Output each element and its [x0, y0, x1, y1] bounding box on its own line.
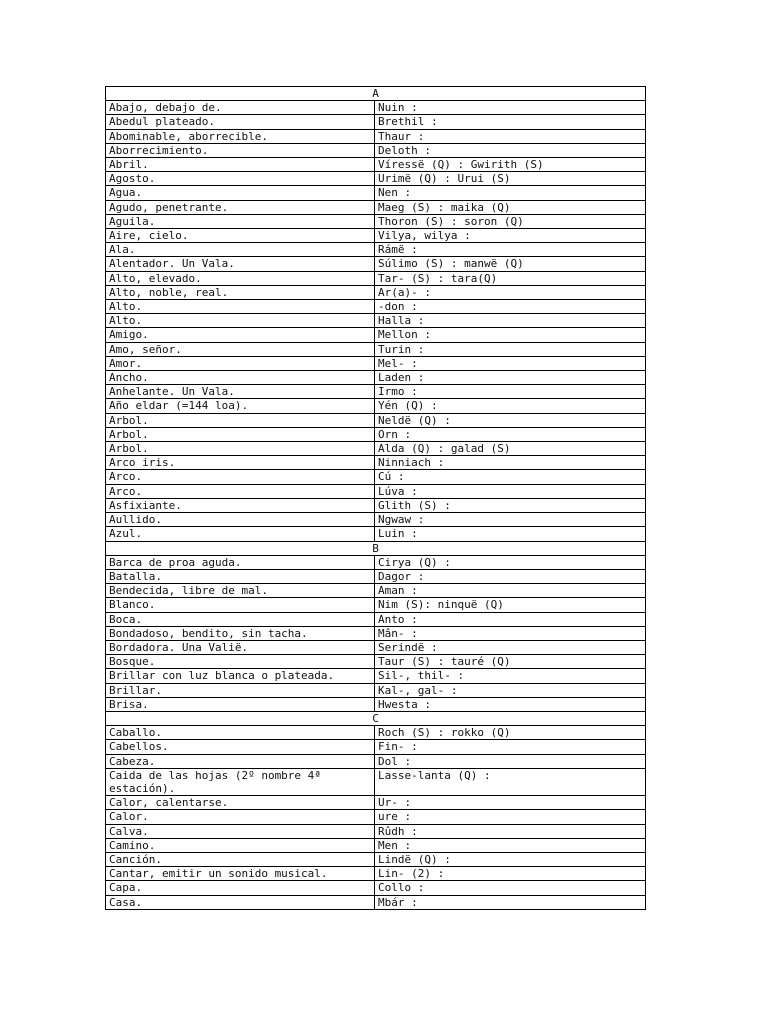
spanish-term: Aguila.	[106, 214, 375, 228]
elvish-term: Mel- :	[375, 356, 646, 370]
table-row	[106, 852, 646, 866]
elvish-term: Turin :	[375, 342, 646, 356]
table-row	[106, 768, 646, 795]
table-row	[106, 527, 646, 541]
table-row	[106, 101, 646, 115]
elvish-term: Aman :	[375, 584, 646, 598]
spanish-term: Boca.	[106, 612, 375, 626]
spanish-term: Casa.	[106, 895, 375, 909]
elvish-term: Thaur :	[375, 129, 646, 143]
elvish-term: Glith (S) :	[375, 498, 646, 512]
spanish-term: Amor.	[106, 356, 375, 370]
elvish-term: Ngwaw :	[375, 513, 646, 527]
elvish-term: Tar- (S) : tara(Q)	[375, 271, 646, 285]
elvish-term: Thoron (S) : soron (Q)	[375, 214, 646, 228]
spanish-term: Canción.	[106, 852, 375, 866]
elvish-term: Yén (Q) :	[375, 399, 646, 413]
table-row	[106, 413, 646, 427]
table-row	[106, 569, 646, 583]
elvish-term: Nim (S): ninquë (Q)	[375, 598, 646, 612]
elvish-term: Dol :	[375, 754, 646, 768]
spanish-term: Arbol.	[106, 413, 375, 427]
section-header-row	[106, 541, 646, 555]
spanish-term: Amo, señor.	[106, 342, 375, 356]
spanish-term: Ancho.	[106, 371, 375, 385]
elvish-term: Taur (S) : tauré (Q)	[375, 655, 646, 669]
elvish-term: Mellon :	[375, 328, 646, 342]
section-letter: B	[106, 541, 646, 555]
table-row	[106, 371, 646, 385]
elvish-term: Rûdh :	[375, 824, 646, 838]
spanish-term: Camino.	[106, 838, 375, 852]
spanish-term: Arbol.	[106, 442, 375, 456]
elvish-term: Men :	[375, 838, 646, 852]
table-row	[106, 257, 646, 271]
table-row	[106, 498, 646, 512]
spanish-term: Alto, elevado.	[106, 271, 375, 285]
table-row	[106, 385, 646, 399]
spanish-term: Calor, calentarse.	[106, 796, 375, 810]
table-row	[106, 598, 646, 612]
table-row	[106, 612, 646, 626]
elvish-term: Urimë (Q) : Urui (S)	[375, 172, 646, 186]
table-row	[106, 442, 646, 456]
spanish-term: Ala.	[106, 243, 375, 257]
spanish-term: Caballo.	[106, 726, 375, 740]
elvish-term: -don :	[375, 300, 646, 314]
spanish-term: Abril.	[106, 158, 375, 172]
elvish-term: Roch (S) : rokko (Q)	[375, 726, 646, 740]
table-row	[106, 243, 646, 257]
glossary-table	[105, 86, 646, 910]
table-row	[106, 143, 646, 157]
section-header-row	[106, 87, 646, 101]
elvish-term: Víressë (Q) : Gwirith (S)	[375, 158, 646, 172]
table-row	[106, 484, 646, 498]
spanish-term: Aire, cielo.	[106, 229, 375, 243]
table-row	[106, 697, 646, 711]
spanish-term: Capa.	[106, 881, 375, 895]
spanish-term: Cabellos.	[106, 740, 375, 754]
table-row	[106, 229, 646, 243]
spanish-term: Bosque.	[106, 655, 375, 669]
elvish-term: Lindë (Q) :	[375, 852, 646, 866]
table-row	[106, 838, 646, 852]
elvish-term: Sil-, thil- :	[375, 669, 646, 683]
elvish-term: Nen :	[375, 186, 646, 200]
table-row	[106, 726, 646, 740]
elvish-term: Serindë :	[375, 640, 646, 654]
elvish-term: Laden :	[375, 371, 646, 385]
spanish-term: Alentador. Un Vala.	[106, 257, 375, 271]
elvish-term: Alda (Q) : galad (S)	[375, 442, 646, 456]
table-row	[106, 328, 646, 342]
elvish-term: Ninniach :	[375, 456, 646, 470]
elvish-term: Súlimo (S) : manwë (Q)	[375, 257, 646, 271]
elvish-term: Ur- :	[375, 796, 646, 810]
elvish-term: Kal-, gal- :	[375, 683, 646, 697]
spanish-term: Brillar.	[106, 683, 375, 697]
spanish-term: Barca de proa aguda.	[106, 555, 375, 569]
table-row	[106, 584, 646, 598]
elvish-term: Ar(a)- :	[375, 285, 646, 299]
table-row	[106, 186, 646, 200]
elvish-term: Halla :	[375, 314, 646, 328]
spanish-term: Aborrecimiento.	[106, 143, 375, 157]
spanish-term: Abajo, debajo de.	[106, 101, 375, 115]
table-row	[106, 172, 646, 186]
spanish-term: Azul.	[106, 527, 375, 541]
table-row	[106, 285, 646, 299]
spanish-term: Arbol.	[106, 427, 375, 441]
elvish-term: Luin :	[375, 527, 646, 541]
spanish-term: Calor.	[106, 810, 375, 824]
elvish-term: Brethil :	[375, 115, 646, 129]
elvish-term: Cú :	[375, 470, 646, 484]
table-row	[106, 342, 646, 356]
spanish-term: Alto.	[106, 300, 375, 314]
elvish-term: Rámë :	[375, 243, 646, 257]
elvish-term: Cirya (Q) :	[375, 555, 646, 569]
elvish-term: Mbár :	[375, 895, 646, 909]
elvish-term: Fin- :	[375, 740, 646, 754]
spanish-term: Brisa.	[106, 697, 375, 711]
elvish-term: Neldë (Q) :	[375, 413, 646, 427]
table-row	[106, 456, 646, 470]
table-row	[106, 683, 646, 697]
spanish-term: Abominable, aborrecible.	[106, 129, 375, 143]
table-row	[106, 655, 646, 669]
table-row	[106, 555, 646, 569]
table-row	[106, 115, 646, 129]
spanish-term: Cantar, emitir un sonido musical.	[106, 867, 375, 881]
table-row	[106, 271, 646, 285]
elvish-term: Hwesta :	[375, 697, 646, 711]
elvish-term: Mân- :	[375, 626, 646, 640]
table-row	[106, 867, 646, 881]
table-row	[106, 300, 646, 314]
spanish-term: Arco.	[106, 470, 375, 484]
spanish-term: Brillar con luz blanca o plateada.	[106, 669, 375, 683]
table-row	[106, 810, 646, 824]
spanish-term: Calva.	[106, 824, 375, 838]
elvish-term: Vilya, wilya :	[375, 229, 646, 243]
section-header-row	[106, 711, 646, 725]
elvish-term: Irmo :	[375, 385, 646, 399]
spanish-term: Alto.	[106, 314, 375, 328]
spanish-term: Abedul plateado.	[106, 115, 375, 129]
elvish-term: Maeg (S) : maika (Q)	[375, 200, 646, 214]
table-row	[106, 314, 646, 328]
table-row	[106, 626, 646, 640]
table-row	[106, 740, 646, 754]
table-row	[106, 754, 646, 768]
spanish-term: Asfixiante.	[106, 498, 375, 512]
spanish-term: Bordadora. Una Valië.	[106, 640, 375, 654]
table-row	[106, 513, 646, 527]
spanish-term: Caida de las hojas (2º nombre 4ª estación).	[106, 768, 375, 795]
table-row	[106, 470, 646, 484]
spanish-term: Anhelante. Un Vala.	[106, 385, 375, 399]
table-row	[106, 399, 646, 413]
table-row	[106, 158, 646, 172]
spanish-term: Agudo, penetrante.	[106, 200, 375, 214]
table-row	[106, 356, 646, 370]
glossary-body	[106, 87, 646, 910]
elvish-term: Deloth :	[375, 143, 646, 157]
section-letter: C	[106, 711, 646, 725]
spanish-term: Aullido.	[106, 513, 375, 527]
table-row	[106, 824, 646, 838]
spanish-term: Arco.	[106, 484, 375, 498]
table-row	[106, 669, 646, 683]
spanish-term: Arco iris.	[106, 456, 375, 470]
table-row	[106, 214, 646, 228]
table-row	[106, 881, 646, 895]
spanish-term: Agosto.	[106, 172, 375, 186]
elvish-term: Orn :	[375, 427, 646, 441]
spanish-term: Año eldar (=144 loa).	[106, 399, 375, 413]
elvish-term: Lúva :	[375, 484, 646, 498]
elvish-term: Nuin :	[375, 101, 646, 115]
table-row	[106, 895, 646, 909]
spanish-term: Bondadoso, bendito, sin tacha.	[106, 626, 375, 640]
spanish-term: Alto, noble, real.	[106, 285, 375, 299]
elvish-term: Dagor :	[375, 569, 646, 583]
table-row	[106, 427, 646, 441]
spanish-term: Agua.	[106, 186, 375, 200]
spanish-term: Bendecida, libre de mal.	[106, 584, 375, 598]
table-row	[106, 129, 646, 143]
elvish-term: Anto :	[375, 612, 646, 626]
table-row	[106, 640, 646, 654]
elvish-term: Collo :	[375, 881, 646, 895]
elvish-term: Lin- (2) :	[375, 867, 646, 881]
spanish-term: Batalla.	[106, 569, 375, 583]
elvish-term: ure :	[375, 810, 646, 824]
spanish-term: Blanco.	[106, 598, 375, 612]
table-row	[106, 796, 646, 810]
section-letter: A	[106, 87, 646, 101]
table-row	[106, 200, 646, 214]
spanish-term: Amigo.	[106, 328, 375, 342]
elvish-term: Lasse-lanta (Q) :	[375, 768, 646, 795]
spanish-term: Cabeza.	[106, 754, 375, 768]
